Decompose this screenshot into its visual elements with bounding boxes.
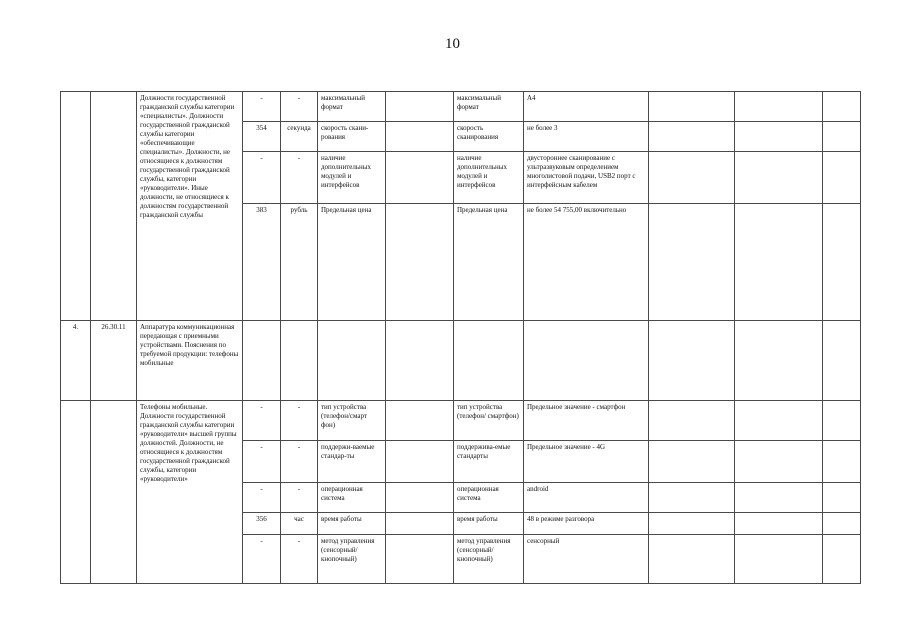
cell-unit-name: -: [281, 535, 318, 584]
cell-empty: [386, 513, 454, 535]
table-row: [61, 401, 861, 441]
cell-category: Телефоны мобильные. Должности государственной гражданской службы категории «руководители» высшей группы должностей. Должности, не относящиеся к должностям государственной гражданской службы, категории «руководители»: [137, 401, 243, 584]
cell-value: не более 3: [524, 122, 649, 152]
cell-characteristic-2: Предельная цена: [454, 204, 524, 321]
cell-unit-name: рубль: [281, 204, 318, 321]
cell-empty: [735, 122, 823, 152]
cell-empty: [649, 204, 735, 321]
cell-num: 4.: [61, 321, 91, 401]
cell-num: [61, 92, 91, 321]
cell-unit-code: -: [243, 92, 281, 122]
page-number: 10: [445, 36, 460, 52]
cell-empty: [735, 513, 823, 535]
cell-empty: [823, 204, 861, 321]
cell-okpd: 26.30.11: [91, 321, 137, 401]
cell-empty: [823, 441, 861, 483]
cell-unit-name: -: [281, 92, 318, 122]
cell-unit-code: 356: [243, 513, 281, 535]
cell-unit-code: -: [243, 535, 281, 584]
cell-empty: [386, 122, 454, 152]
cell-empty: [735, 483, 823, 513]
cell-unit-name: -: [281, 152, 318, 204]
cell-empty: [649, 401, 735, 441]
cell-empty: [735, 535, 823, 584]
cell-empty: [454, 321, 524, 401]
cell-characteristic-2: наличие дополнительных модулей и интерфейсов: [454, 152, 524, 204]
cell-empty: [386, 401, 454, 441]
cell-empty: [735, 441, 823, 483]
cell-characteristic-2: операционная система: [454, 483, 524, 513]
cell-empty: [823, 152, 861, 204]
cell-empty: [735, 92, 823, 122]
cell-characteristic-2: скорость сканирования: [454, 122, 524, 152]
cell-characteristic: метод управления (сенсорный/ кнопочный): [318, 535, 386, 584]
cell-empty: [649, 483, 735, 513]
cell-characteristic: операционная система: [318, 483, 386, 513]
cell-value: Предельное значение - смартфон: [524, 401, 649, 441]
cell-characteristic: тип устройства (телефон/смарт фон): [318, 401, 386, 441]
cell-empty: [649, 152, 735, 204]
cell-unit-name: секунда: [281, 122, 318, 152]
cell-unit-name: -: [281, 483, 318, 513]
cell-empty: [823, 92, 861, 122]
cell-empty: [386, 92, 454, 122]
cell-num: [61, 401, 91, 584]
cell-value: android: [524, 483, 649, 513]
cell-okpd: [91, 92, 137, 321]
cell-unit-name: -: [281, 441, 318, 483]
cell-characteristic-2: время работы: [454, 513, 524, 535]
cell-unit-code: -: [243, 401, 281, 441]
cell-empty: [735, 401, 823, 441]
table-row: [61, 92, 861, 122]
cell-empty: [735, 204, 823, 321]
cell-empty: [386, 535, 454, 584]
cell-characteristic-2: максимальный формат: [454, 92, 524, 122]
cell-empty: [386, 441, 454, 483]
cell-empty: [649, 321, 735, 401]
cell-empty: [243, 321, 281, 401]
cell-characteristic-2: поддержива-емые стандарты: [454, 441, 524, 483]
cell-characteristic-2: тип устройства (телефон/ смартфон): [454, 401, 524, 441]
requirements-table: [60, 91, 861, 584]
cell-empty: [735, 152, 823, 204]
cell-characteristic: скорость скани-рования: [318, 122, 386, 152]
cell-unit-name: -: [281, 401, 318, 441]
cell-empty: [649, 513, 735, 535]
cell-empty: [386, 152, 454, 204]
cell-characteristic: поддержи-ваемые стандар-ты: [318, 441, 386, 483]
cell-empty: [524, 321, 649, 401]
cell-value: Предельное значение - 4G: [524, 441, 649, 483]
cell-unit-code: -: [243, 483, 281, 513]
table-row: [61, 321, 861, 401]
cell-category: Должности государственной гражданской службы категории «специалисты». Должности государственной гражданской службы категории «обеспечивающие специалисты». Должности, не относящиеся к должностям государственной гражданской службы, категории «руководители». Иные должности, не относящиеся к должностям государственной гражданской службы: [137, 92, 243, 321]
cell-product-name: Аппаратура коммуникационная передающая с приемными устройствами. Пояснения по требуемой продукции: телефоны мобильные: [137, 321, 243, 401]
cell-value: А4: [524, 92, 649, 122]
cell-characteristic: наличие дополнительных модулей и интерфейсов: [318, 152, 386, 204]
cell-unit-code: -: [243, 441, 281, 483]
cell-empty: [823, 401, 861, 441]
cell-empty: [823, 535, 861, 584]
cell-empty: [823, 483, 861, 513]
cell-value: 48 в режиме разговора: [524, 513, 649, 535]
cell-characteristic: время работы: [318, 513, 386, 535]
cell-value: двустороннее сканирование с ультразвуковым определением многолистовой подачи, USB2 порт с интерфейсным кабелем: [524, 152, 649, 204]
cell-empty: [386, 204, 454, 321]
cell-characteristic-2: метод управления (сенсорный/ кнопочный): [454, 535, 524, 584]
cell-unit-code: -: [243, 152, 281, 204]
cell-empty: [386, 321, 454, 401]
cell-empty: [649, 122, 735, 152]
cell-empty: [823, 122, 861, 152]
cell-empty: [735, 321, 823, 401]
cell-unit-code: 354: [243, 122, 281, 152]
cell-unit-name: час: [281, 513, 318, 535]
cell-empty: [386, 483, 454, 513]
cell-empty: [649, 441, 735, 483]
cell-value: сенсорный: [524, 535, 649, 584]
cell-unit-code: 383: [243, 204, 281, 321]
cell-characteristic: Предельная цена: [318, 204, 386, 321]
cell-okpd: [91, 401, 137, 584]
cell-characteristic: максимальный формат: [318, 92, 386, 122]
cell-empty: [649, 92, 735, 122]
cell-empty: [823, 513, 861, 535]
cell-empty: [823, 321, 861, 401]
cell-empty: [281, 321, 318, 401]
cell-value: не более 54 755,00 включительно: [524, 204, 649, 321]
cell-empty: [649, 535, 735, 584]
cell-empty: [318, 321, 386, 401]
